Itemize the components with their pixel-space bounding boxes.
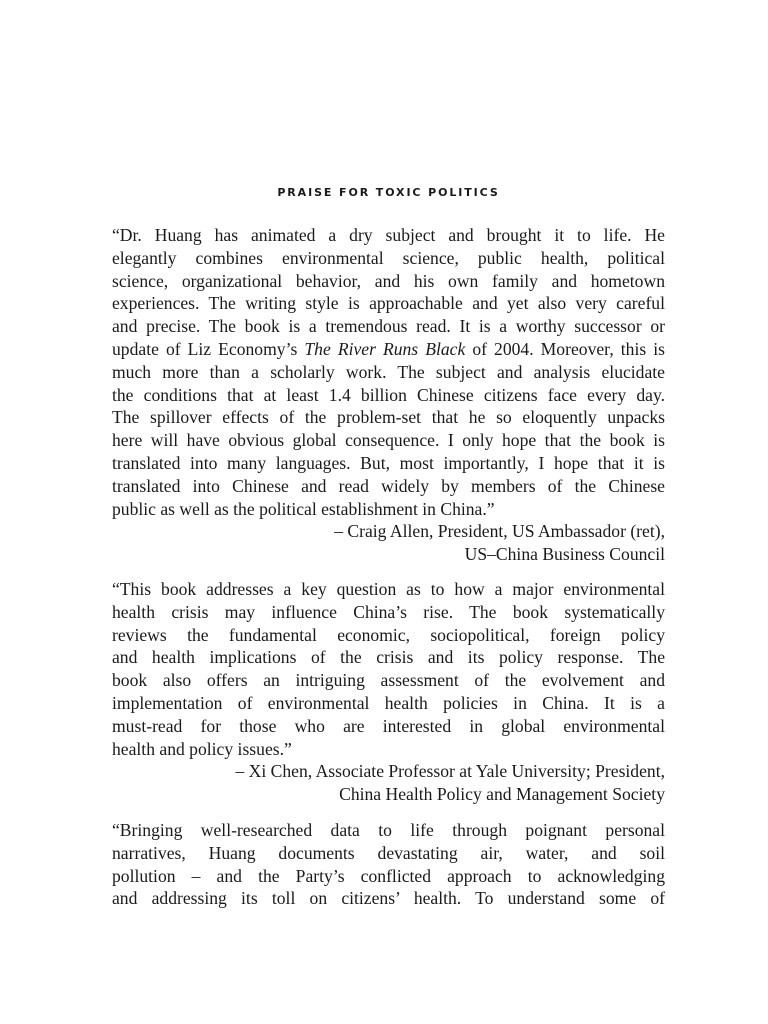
quote-line: and addressing its toll on citizens’ health. To understand some of: [112, 888, 665, 909]
quote-line: here will have obvious global consequence. I only hope that the book is: [112, 430, 665, 451]
quote-line: experiences. The writing style is approachable and yet also very careful: [112, 293, 665, 314]
quote-line: narratives, Huang documents devastating air, water, and soil: [112, 842, 665, 863]
praise-quote: [112, 224, 665, 520]
quote-text: update of Liz Economy’s: [112, 338, 305, 359]
quote-line: implementation of environmental health policies in China. It is a: [112, 692, 665, 713]
quote-line: book also offers an intriguing assessment of the evolvement and: [112, 670, 665, 691]
quote-line: must-read for those who are interested in global environmental: [112, 715, 665, 736]
book-title: The River Runs Black: [304, 338, 466, 359]
quote-line: health and policy issues.”: [112, 738, 292, 759]
quote-line: and health implications of the crisis and its policy response. The: [112, 647, 665, 668]
praise-quote: [112, 578, 665, 760]
quote-line: health crisis may influence China’s rise. The book systematically: [112, 601, 665, 622]
praise-quote: [112, 819, 665, 910]
quote-line: pollution – and the Party’s conflicted approach to acknowledging: [112, 865, 665, 886]
praise-entry-3: [112, 819, 665, 910]
quote-line: and precise. The book is a tremendous read. It is a worthy successor or: [112, 316, 665, 337]
quote-line: [112, 338, 665, 361]
quote-line: translated into Chinese and read widely by members of the Chinese: [112, 475, 665, 496]
quote-line: elegantly combines environmental science, public health, political: [112, 247, 665, 268]
quote-line: “Bringing well-researched data to life through poignant personal: [112, 820, 665, 840]
quote-line: the conditions that at least 1.4 billion Chinese citizens face every day.: [112, 384, 665, 405]
praise-entry-1: [112, 224, 665, 566]
quote-text: of 2004. Moreover, this is: [465, 338, 665, 359]
page-heading: PRAISE FOR TOXIC POLITICS: [277, 186, 500, 199]
attribution-line: – Xi Chen, Associate Professor at Yale University; President,: [235, 761, 665, 782]
attribution-line: US–China Business Council: [464, 544, 665, 565]
quote-line: reviews the fundamental economic, sociopolitical, foreign policy: [112, 624, 665, 645]
quote-line: public as well as the political establishment in China.”: [112, 498, 495, 519]
praise-attribution: [112, 760, 665, 806]
quote-line: translated into many languages. But, most importantly, I hope that it is: [112, 452, 665, 473]
quote-line: “This book addresses a key question as to how a major environmental: [112, 579, 665, 599]
praise-attribution: [112, 520, 665, 566]
praise-entry-2: [112, 578, 665, 806]
attribution-line: China Health Policy and Management Society: [339, 784, 665, 805]
quote-line: much more than a scholarly work. The subject and analysis elucidate: [112, 361, 665, 382]
attribution-line: – Craig Allen, President, US Ambassador (ret),: [334, 521, 665, 542]
quote-line: science, organizational behavior, and his own family and hometown: [112, 270, 665, 291]
quote-line: The spillover effects of the problem-set that he so eloquently unpacks: [112, 407, 665, 428]
book-page: [112, 0, 665, 1024]
quote-line: “Dr. Huang has animated a dry subject and brought it to life. He: [112, 225, 665, 245]
